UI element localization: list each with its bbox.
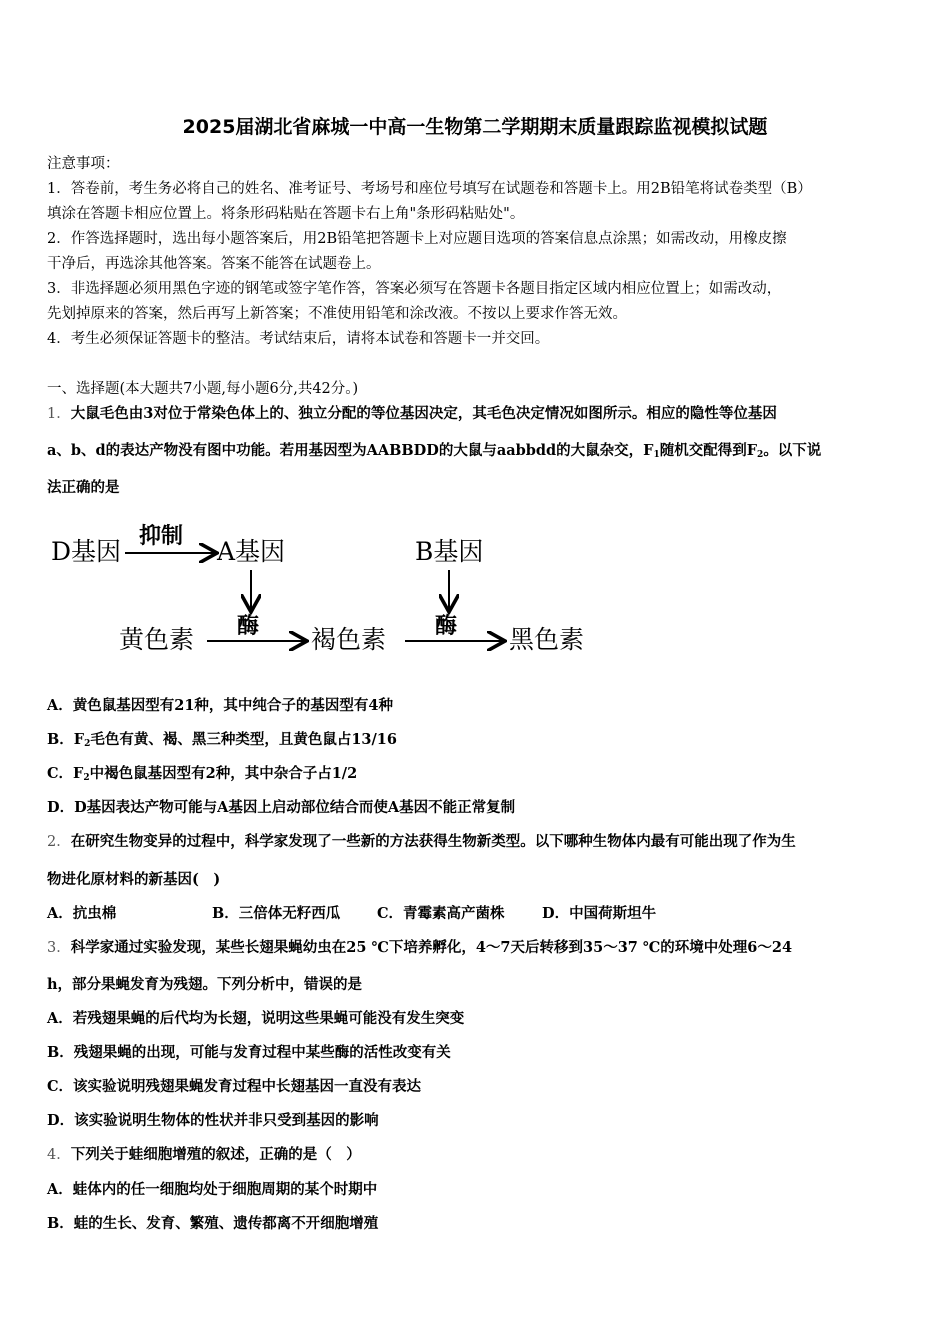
- question-3-line-1: [47, 936, 792, 957]
- question-number: 2．: [47, 834, 71, 850]
- question-2-line-1: [47, 830, 796, 851]
- question-3-option-a: A．若残翅果蝇的后代均为长翅，说明这些果蝇可能没有发生突变: [47, 1010, 465, 1027]
- question-1-option-a: A．黄色鼠基因型有21种，其中纯合子的基因型有4种: [47, 697, 394, 714]
- question-1-option-d: D．D基因表达产物可能与A基因上启动部位结合而使A基因不能正常复制: [47, 799, 516, 816]
- notice-line: 干净后，再选涂其他答案。答案不能答在试题卷上。: [47, 256, 381, 272]
- black-pigment-label: 黑色素: [509, 625, 585, 654]
- subscript: 2: [83, 773, 90, 783]
- question-2-option-d: D．中国荷斯坦牛: [542, 905, 657, 922]
- coat-color-pathway-diagram: [47, 515, 617, 665]
- question-3-option-d: D．该实验说明生物体的性状并非只受到基因的影响: [47, 1112, 379, 1129]
- option-text: C．F: [47, 765, 84, 782]
- brown-pigment-label: 褐色素: [311, 625, 387, 654]
- question-text: 科学家通过实验发现，某些长翅果蝇幼虫在25 ℃下培养孵化，4～7天后转移到35～37 ℃的环境中处理6～24: [70, 939, 793, 956]
- question-number: 4．: [47, 1147, 71, 1163]
- notice-line: 填涂在答题卡相应位置上。将条形码粘贴在答题卡右上角"条形码粘贴处"。: [47, 206, 525, 222]
- question-text: a、b、d的表达产物没有图中功能。若用基因型为AABBDD的大鼠与aabbdd的大鼠杂交，F: [47, 442, 654, 459]
- question-text: 。以下说: [763, 442, 822, 459]
- question-1-line-2: [47, 439, 821, 460]
- question-2-option-a: A．抗虫棉: [47, 905, 117, 922]
- exam-title: 2025届湖北省麻城一中高一生物第二学期期末质量跟踪监视模拟试题: [182, 116, 768, 138]
- question-text: 下列关于蛙细胞增殖的叙述，正确的是（ ）: [70, 1146, 361, 1163]
- a-gene-label: A基因: [217, 537, 286, 566]
- question-text: 大鼠毛色由3对位于常染色体上的、独立分配的等位基因决定，其毛色决定情况如图所示。相应的隐性等位基因: [70, 405, 777, 422]
- notice-line: 1．答卷前，考生务必将自己的姓名、准考证号、考场号和座位号填写在试题卷和答题卡上。用2B铅笔将试卷类型（B）: [47, 181, 812, 197]
- question-4-option-a: A．蛙体内的任一细胞均处于细胞周期的某个时期中: [47, 1181, 378, 1198]
- yellow-pigment-label: 黄色素: [119, 625, 195, 654]
- enzyme-2-label: 酶: [435, 613, 458, 639]
- subscript: 1: [653, 450, 660, 460]
- question-3-option-c: C．该实验说明残翅果蝇发育过程中长翅基因一直没有表达: [47, 1078, 422, 1095]
- notice-line: 4．考生必须保证答题卡的整洁。考试结束后，请将本试卷和答题卡一并交回。: [47, 331, 550, 347]
- question-2-line-2: 物进化原材料的新基因( ): [47, 871, 221, 888]
- option-text: 中褐色鼠基因型有2种，其中杂合子占1/2: [89, 765, 358, 782]
- question-text: 在研究生物变异的过程中，科学家发现了一些新的方法获得生物新类型。以下哪种生物体内最有可能出现了作为生: [70, 833, 796, 850]
- enzyme-1-label: 酶: [237, 613, 260, 639]
- section-heading: 一、选择题(本大题共7小题,每小题6分,共42分。): [47, 381, 359, 397]
- question-3-option-b: B．残翅果蝇的出现，可能与发育过程中某些酶的活性改变有关: [47, 1044, 451, 1061]
- question-1-option-c: [47, 762, 357, 783]
- subscript: 2: [757, 450, 764, 460]
- question-number: 1．: [47, 406, 71, 422]
- option-text: B．F: [47, 731, 85, 748]
- question-1-line-1: [47, 402, 777, 423]
- question-4-option-b: B．蛙的生长、发育、繁殖、遗传都离不开细胞增殖: [47, 1215, 379, 1232]
- question-1-line-3: 法正确的是: [47, 479, 120, 496]
- question-2-option-b: B．三倍体无籽西瓜: [212, 905, 341, 922]
- question-4-line-1: [47, 1143, 361, 1164]
- b-gene-label: B基因: [415, 537, 484, 566]
- question-1-option-b: [47, 728, 397, 749]
- d-gene-label: D基因: [51, 537, 122, 566]
- question-number: 3．: [47, 940, 71, 956]
- subscript: 2: [84, 739, 91, 749]
- notice-heading: 注意事项：: [47, 156, 120, 172]
- notice-line: 3．非选择题必须用黑色字迹的钢笔或签字笔作答，答案必须写在答题卡各题目指定区域内相应位置上；如需改动，: [47, 281, 782, 297]
- question-3-line-2: h，部分果蝇发育为残翅。下列分析中，错误的是: [47, 976, 363, 993]
- inhibit-label: 抑制: [139, 523, 184, 549]
- question-text: 随机交配得到F: [659, 442, 758, 459]
- question-2-option-c: C．青霉素高产菌株: [377, 905, 505, 922]
- notice-line: 2．作答选择题时，选出每小题答案后，用2B铅笔把答题卡上对应题目选项的答案信息点涂黑；如需改动，用橡皮擦: [47, 231, 787, 247]
- option-text: 毛色有黄、褐、黑三种类型，且黄色鼠占13/16: [90, 731, 397, 748]
- notice-line: 先划掉原来的答案，然后再写上新答案；不准使用铅笔和涂改液。不按以上要求作答无效。: [47, 306, 627, 322]
